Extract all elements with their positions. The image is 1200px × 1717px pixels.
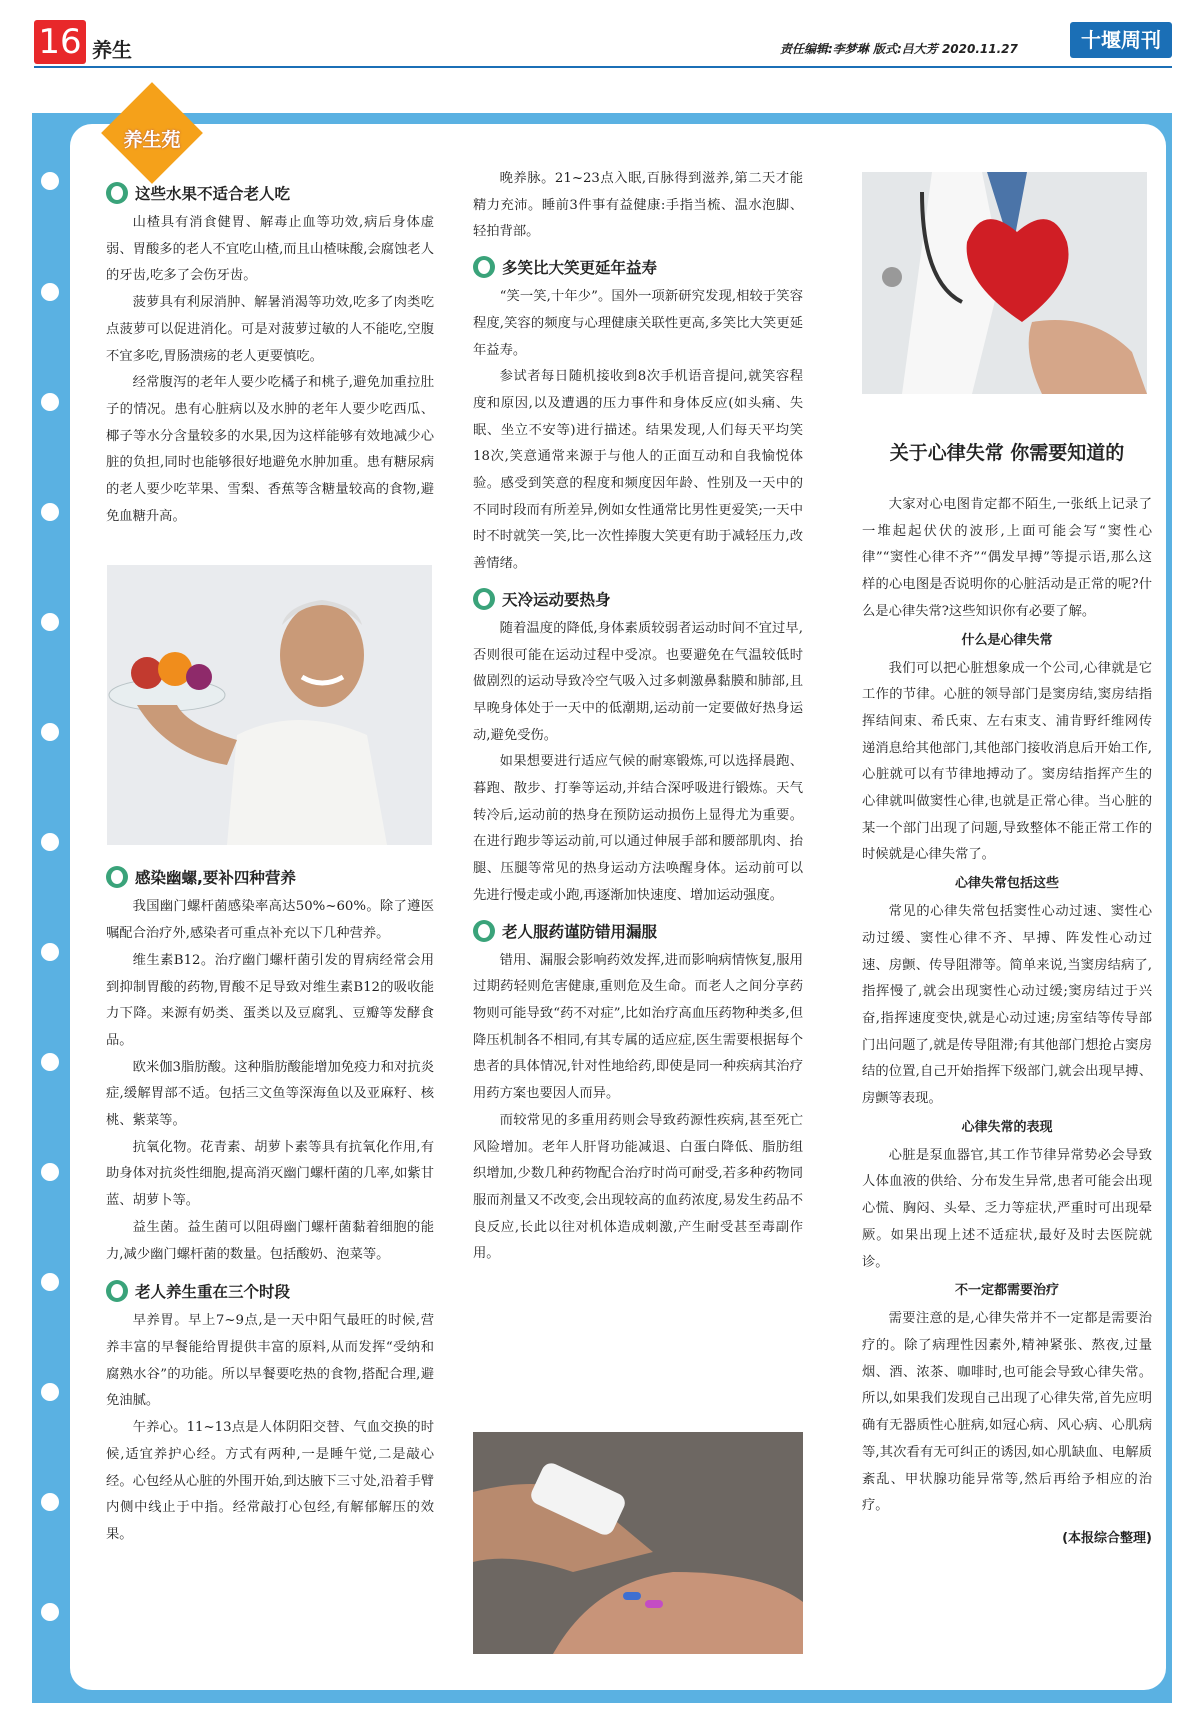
paragraph: 随着温度的降低,身体素质较弱者运动时间不宜过早,否则很可能在运动过程中受凉。也要避免在气温较低时做剧烈的运动导致冷空气吸入过多刺激鼻黏膜和肺部,且早晚身体处于一天中的低潮期,运动前一定要做好热身运动,避免受伤。 <box>473 620 803 743</box>
paragraph: 需要注意的是,心律失常并不一定都是需要治疗的。除了病理性因素外,精神紧张、熬夜,过量烟、酒、浓茶、咖啡时,也可能会导致心律失常。所以,如果我们发现自己出现了心律失常,首先应明确有无器质性心脏病,如冠心病、风心病、心肌病等,其次看有无可纠正的诱因,如心肌缺血、电解质紊乱、甲状腺功能异常等,然后再给予相应的治疗。 <box>862 1311 1152 1514</box>
binder-ring <box>41 723 59 741</box>
face-icon <box>106 866 128 888</box>
paragraph: 我国幽门螺杆菌感染率高达50%~60%。除了遵医嘱配合治疗外,感染者可重点补充以下几种营养。 <box>106 899 434 942</box>
section-name: 养生 <box>92 38 132 62</box>
paragraph: 菠萝具有利尿消肿、解暑消渴等功效,吃多了肉类吃点菠萝可以促进消化。可是对菠萝过敏的人不能吃,空腹不宜多吃,胃肠溃疡的老人更要慎吃。 <box>106 295 434 364</box>
article-heading <box>106 860 434 894</box>
face-icon <box>106 182 128 204</box>
paragraph: 参试者每日随机接收到8次手机语音提问,就笑容程度和原因,以及遭遇的压力事件和身体反应(如头痛、失眠、坐立不安等)进行描述。结果发现,人们每天平均笑18次,笑意通常来源于与他人的正面互动和自我愉悦体验。感受到笑意的程度和频度因年龄、性别及一天中的不同时段而有所差异,例如女性通常比男性更爱笑;一天中时不时就笑一笑,比一次性捧腹大笑更有助于减轻压力,改善情绪。 <box>473 369 803 572</box>
paragraph: 我们可以把心脏想象成一个公司,心律就是它工作的节律。心脏的领导部门是窦房结,窦房结指挥结间束、希氏束、左右束支、浦肯野纤维网传递消息给其他部门,其他部门接收消息后开始工作,心脏就可以有节律地搏动了。窦房结指挥产生的心律就叫做窦性心律,也就是正常心律。当心脏的某一个部门出现了问题,导致整体不能正常工作的时候就是心律失常了。 <box>862 660 1152 863</box>
article-heading <box>473 582 803 616</box>
binder-ring <box>41 393 59 411</box>
binder-ring <box>41 833 59 851</box>
paragraph: 常见的心律失常包括窦性心动过速、窦性心动过缓、窦性心律不齐、早搏、阵发性心动过速、房颤、传导阻滞等。简单来说,当窦房结病了,指挥慢了,就会出现窦性心动过缓;窦房结过于兴奋,指挥速度变快,就是心动过速;房室结等传导部门出问题了,就是传导阻滞;有其他部门想抢占窦房结的位置,自己开始指挥下级部门,就会出现早搏、房颤等表现。 <box>862 904 1152 1107</box>
paragraph: 益生菌。益生菌可以阻碍幽门螺杆菌黏着细胞的能力,减少幽门螺杆菌的数量。包括酸奶、泡菜等。 <box>106 1219 434 1262</box>
heading-text: 老人养生重在三个时段 <box>135 1283 291 1302</box>
paragraph: 早养胃。早上7~9点,是一天中阳气最旺的时候,营养丰富的早餐能给胃提供丰富的原料,从而发挥“受纳和腐熟水谷”的功能。所以早餐要吃热的食物,搭配合理,避免油腻。 <box>106 1313 434 1409</box>
paragraph: 维生素B12。治疗幽门螺杆菌引发的胃病经常会用到抑制胃酸的药物,胃酸不足导致对维生素B12的吸收能力下降。来源有奶类、蛋类以及豆腐乳、豆瓣等发酵食品。 <box>106 952 434 1048</box>
subheading: 什么是心律失常 <box>961 632 1053 648</box>
heading-text: 这些水果不适合老人吃 <box>135 185 291 203</box>
header-rule <box>34 66 1172 68</box>
article-title: 关于心律失常 你需要知道的 <box>889 442 1125 464</box>
paragraph: 晚养脉。21~23点入眠,百脉得到滋养,第二天才能精力充沛。睡前3件事有益健康:手指当梳、温水泡脚、轻拍背部。 <box>473 171 803 240</box>
paragraph: 而较常见的多重用药则会导致药源性疾病,甚至死亡风险增加。老年人肝肾功能减退、白蛋白降低、脂肪组织增加,少数几种药物配合治疗时尚可耐受,若多种药物同服而剂量又不改变,会出现较高的血药浓度,易发生药品不良反应,长此以往对机体造成刺激,产生耐受甚至毒副作用。 <box>473 1112 803 1262</box>
binder-ring <box>41 1603 59 1621</box>
paragraph: 如果想要进行适应气候的耐寒锻炼,可以选择晨跑、暮跑、散步、打拳等运动,并结合深呼吸进行锻炼。天气转冷后,运动前的热身在预防运动损伤上显得尤为重要。在进行跑步等运动前,可以通过伸展手部和腰部肌肉、抬腿、压腿等常见的热身运动方法唤醒身体。运动前可以先进行慢走或小跑,再逐渐加快速度、增加运动强度。 <box>473 754 803 903</box>
heading-text: 感染幽螺,要补四种营养 <box>135 869 296 888</box>
binder-ring <box>41 1163 59 1181</box>
paragraph: 山楂具有消食健胃、解毒止血等功效,病后身体虚弱、胃酸多的老人不宜吃山楂,而且山楂味酸,会腐蚀老人的牙齿,吃多了会伤牙齿。 <box>106 215 434 284</box>
paragraph: 心脏是泵血器官,其工作节律异常势必会导致人体血液的供给、分布发生异常,患者可能会出现心慌、胸闷、头晕、乏力等症状,严重时可出现晕厥。如果出现上述不适症状,最好及时去医院就诊。 <box>862 1147 1152 1270</box>
pills-hand-photo <box>473 1432 803 1654</box>
face-icon <box>473 588 495 610</box>
article-heading <box>473 250 803 284</box>
face-icon <box>473 256 495 278</box>
paragraph: 午养心。11~13点是人体阴阳交替、气血交换的时候,适宜养护心经。方式有两种,一是睡午觉,二是敲心经。心包经从心脏的外围开始,到达腋下三寸处,沿着手臂内侧中线止于中指。经常敲打心包经,有解郁解压的效果。 <box>106 1420 434 1542</box>
subheading: 心律失常包括这些 <box>954 876 1059 892</box>
subheading: 心律失常的表现 <box>961 1119 1053 1135</box>
paragraph: 错用、漏服会影响药效发挥,进而影响病情恢复,服用过期药轻则危害健康,重则危及生命。而老人之间分享药物则可能导致“药不对症”,比如治疗高血压药物种类多,但降压机制各不相同,有其专属的适应症,医生需要根据每个患者的具体情况,针对性地给药,即使是同一种疾病其治疗用药方案也要因人而异。 <box>473 952 803 1102</box>
binder-ring <box>41 1383 59 1401</box>
newspaper-brand: 十堰周刊 <box>1070 22 1172 58</box>
paragraph: 大家对心电图肯定都不陌生,一张纸上记录了一堆起起伏伏的波形,上面可能会写“窦性心律”“窦性心律不齐”“偶发早搏”等提示语,那么这样的心电图是否说明你的心脏活动是正常的呢?什么是心律失常?这些知识你有必要了解。 <box>862 497 1152 619</box>
column-right <box>862 440 1152 1552</box>
column-badge-label: 养生苑 <box>123 129 181 151</box>
binder-ring <box>41 1053 59 1071</box>
heading-text: 天冷运动要热身 <box>502 590 611 609</box>
article-heading <box>106 1274 434 1308</box>
binder-ring <box>41 283 59 301</box>
heading-text: 老人服药谨防错用漏服 <box>502 922 658 941</box>
paragraph: 欧米伽3脂肪酸。这种脂肪酸能增加免疫力和对抗炎症,缓解胃部不适。包括三文鱼等深海鱼以及亚麻籽、核桃、紫菜等。 <box>106 1059 434 1129</box>
face-icon <box>473 920 495 942</box>
page-number: 16 <box>34 20 86 64</box>
binder-ring <box>41 503 59 521</box>
editor-credits: 责任编辑:李梦琳 版式:吕大芳 2020.11.27 <box>780 42 1018 56</box>
article-heading <box>106 176 434 210</box>
binder-ring <box>41 943 59 961</box>
binder-ring <box>41 172 59 190</box>
paragraph: 抗氧化物。花青素、胡萝卜素等具有抗氧化作用,有助身体对抗炎性细胞,提高消灭幽门螺杆菌的几率,如紫甘蓝、胡萝卜等。 <box>106 1139 434 1209</box>
face-icon <box>106 1280 128 1302</box>
paragraph: 经常腹泻的老年人要少吃橘子和桃子,避免加重拉肚子的情况。患有心脏病以及水肿的老年人要少吃西瓜、椰子等水分含量较多的水果,因为这样能够有效地减少心脏的负担,同时也能够很好地避免水肿加重。患有糖尿病的老人要少吃苹果、雪梨、香蕉等含糖量较高的食物,避免血糖升高。 <box>106 375 434 524</box>
binder-ring <box>41 1493 59 1511</box>
column-middle <box>473 166 803 1268</box>
binder-ring <box>41 1273 59 1291</box>
article-heading <box>473 914 803 948</box>
subheading: 不一定都需要治疗 <box>954 1283 1059 1299</box>
heading-text: 多笑比大笑更延年益寿 <box>502 259 658 278</box>
paragraph: “笑一笑,十年少”。国外一项新研究发现,相较于笑容程度,笑容的频度与心理健康关联性更高,多笑比大笑更延年益寿。 <box>473 289 803 358</box>
binder-ring <box>41 613 59 631</box>
doctor-heart-photo <box>862 172 1147 394</box>
column-left <box>106 176 434 1549</box>
source-credit: (本报综合整理) <box>1062 1530 1152 1546</box>
